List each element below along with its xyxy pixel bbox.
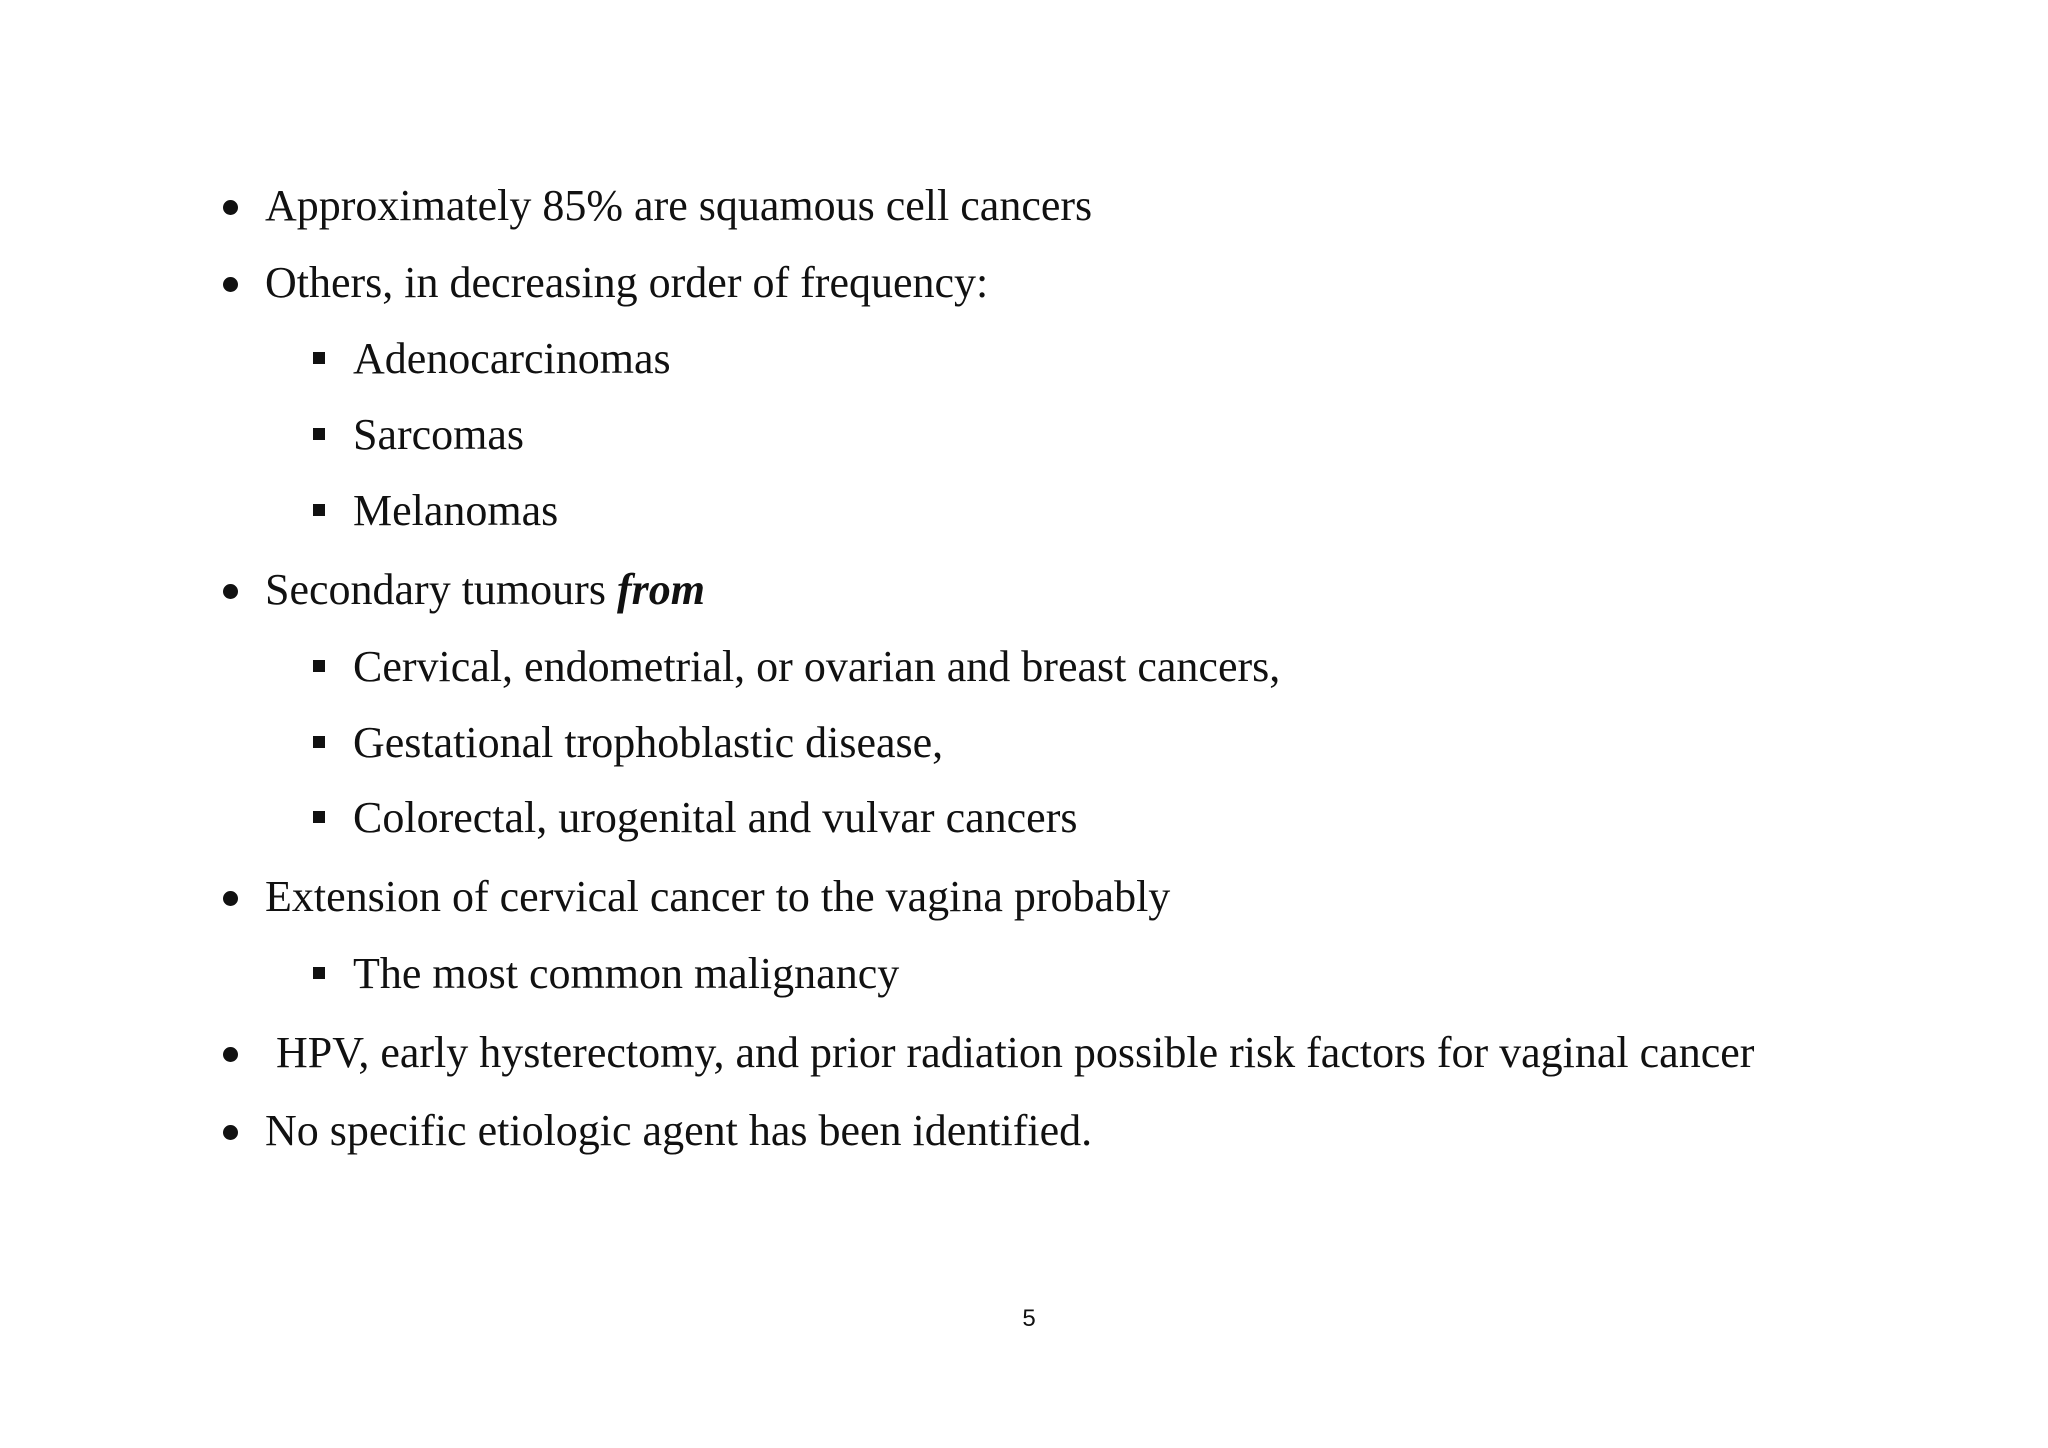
list-item: No specific etiologic agent has been identified. bbox=[265, 1106, 1093, 1155]
bullet-square-icon bbox=[313, 660, 325, 672]
bullet-square-icon bbox=[313, 352, 325, 364]
bullet-square-icon bbox=[313, 504, 325, 516]
sub-list-item: Gestational trophoblastic disease, bbox=[353, 718, 944, 767]
bullet-dot-icon bbox=[223, 584, 238, 599]
sub-list-item: Sarcomas bbox=[353, 410, 525, 459]
bullet-square-icon bbox=[313, 967, 325, 979]
bullet-dot-icon bbox=[223, 200, 238, 215]
sub-list-item: Melanomas bbox=[353, 486, 559, 535]
sub-list-item: Adenocarcinomas bbox=[353, 334, 671, 383]
list-item: Others, in decreasing order of frequency: bbox=[265, 258, 989, 307]
list-item-text: Secondary tumours bbox=[265, 565, 617, 614]
bullet-dot-icon bbox=[223, 1047, 238, 1062]
emphasis-text: from bbox=[616, 565, 705, 614]
page-number: 5 bbox=[1022, 1305, 1036, 1332]
list-item bbox=[265, 565, 705, 614]
bullet-square-icon bbox=[313, 428, 325, 440]
bullet-square-icon bbox=[313, 736, 325, 748]
sub-list-item: The most common malignancy bbox=[353, 949, 900, 998]
bullet-dot-icon bbox=[223, 277, 238, 292]
bullet-dot-icon bbox=[223, 891, 238, 906]
list-item: HPV, early hysterectomy, and prior radiation possible risk factors for vaginal cancer bbox=[265, 1028, 1755, 1077]
list-item: Extension of cervical cancer to the vagina probably bbox=[265, 872, 1171, 921]
bullet-dot-icon bbox=[223, 1125, 238, 1140]
sub-list-item: Cervical, endometrial, or ovarian and breast cancers, bbox=[353, 642, 1281, 691]
list-item: Approximately 85% are squamous cell cancers bbox=[265, 181, 1093, 230]
sub-list-item: Colorectal, urogenital and vulvar cancers bbox=[353, 793, 1078, 842]
bullet-square-icon bbox=[313, 811, 325, 823]
